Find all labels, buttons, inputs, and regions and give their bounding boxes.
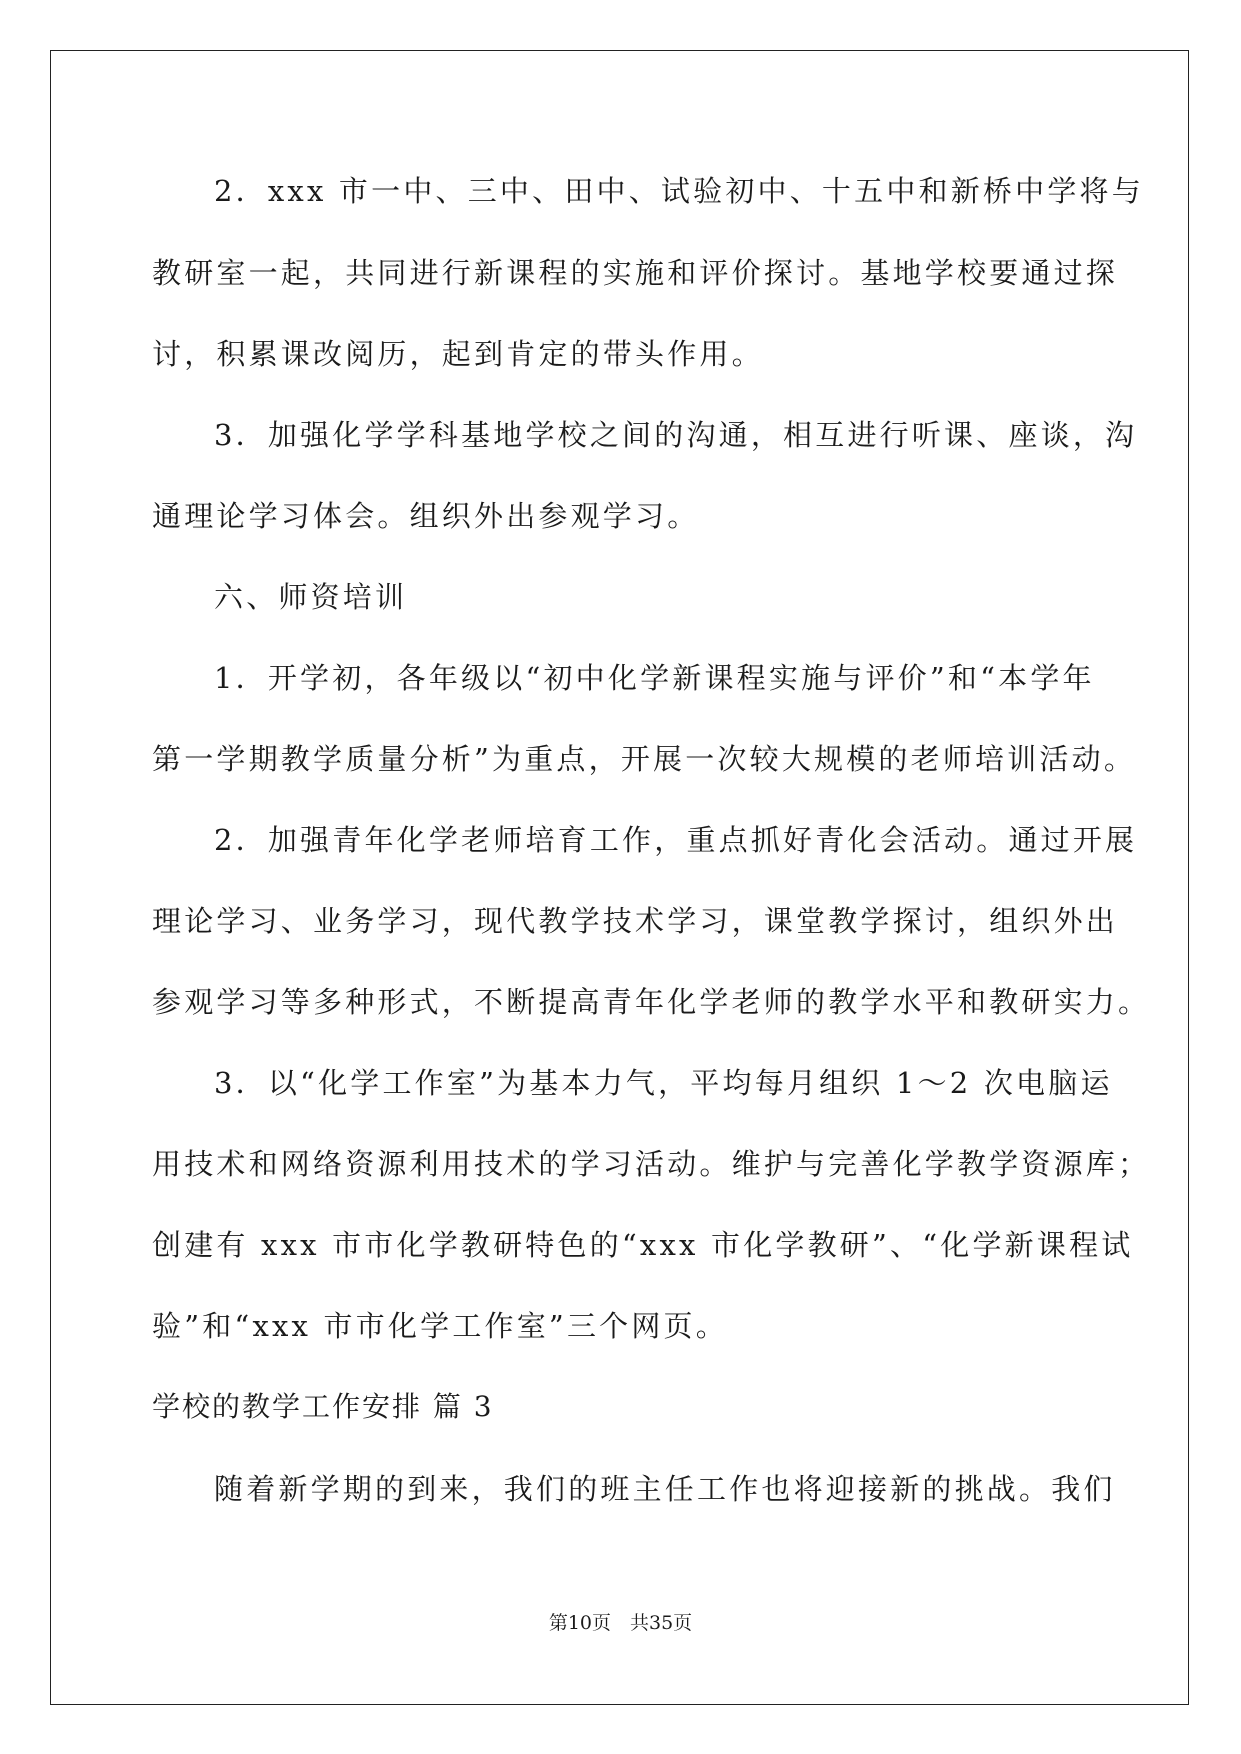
paragraph-line: 教研室一起，共同进行新课程的实施和评价探讨。基地学校要通过探 [152, 256, 1119, 290]
section-heading: 六、师资培训 [214, 580, 408, 614]
paragraph-line: 验”和“xxx 市市化学工作室”三个网页。 [152, 1309, 728, 1343]
paragraph-line: 3．以“化学工作室”为基本力气，平均每月组织 1～2 次电脑运 [214, 1066, 1113, 1100]
paragraph-line: 3．加强化学学科基地学校之间的沟通，相互进行听课、座谈，沟 [214, 418, 1138, 452]
paragraph-line: 2．加强青年化学老师培育工作，重点抓好青化会活动。通过开展 [214, 823, 1138, 857]
paragraph-line: 第一学期教学质量分析”为重点，开展一次较大规模的老师培训活动。 [152, 742, 1137, 776]
paragraph-line: 通理论学习体会。组织外出参观学习。 [152, 499, 700, 533]
paragraph-line: 随着新学期的到来，我们的班主任工作也将迎接新的挑战。我们 [214, 1472, 1116, 1506]
paragraph-line: 1．开学初，各年级以“初中化学新课程实施与评价”和“本学年 [214, 661, 1095, 695]
paragraph-line: 讨，积累课改阅历，起到肯定的带头作用。 [152, 337, 764, 371]
paragraph-line: 创建有 xxx 市市化学教研特色的“xxx 市化学教研”、“化学新课程试 [152, 1228, 1134, 1262]
page-border [50, 50, 1189, 1705]
paragraph-line: 2．xxx 市一中、三中、田中、试验初中、十五中和新桥中学将与 [214, 174, 1144, 208]
paragraph-line: 参观学习等多种形式，不断提高青年化学老师的教学水平和教研实力。 [152, 985, 1151, 1019]
paragraph-line: 用技术和网络资源利用技术的学习活动。维护与完善化学教学资源库； [152, 1147, 1151, 1181]
page-number: 第10页 共35页 [548, 1612, 693, 1634]
article-heading: 学校的教学工作安排 篇 3 [152, 1390, 494, 1423]
paragraph-line: 理论学习、业务学习，现代教学技术学习，课堂教学探讨，组织外出 [152, 904, 1119, 938]
